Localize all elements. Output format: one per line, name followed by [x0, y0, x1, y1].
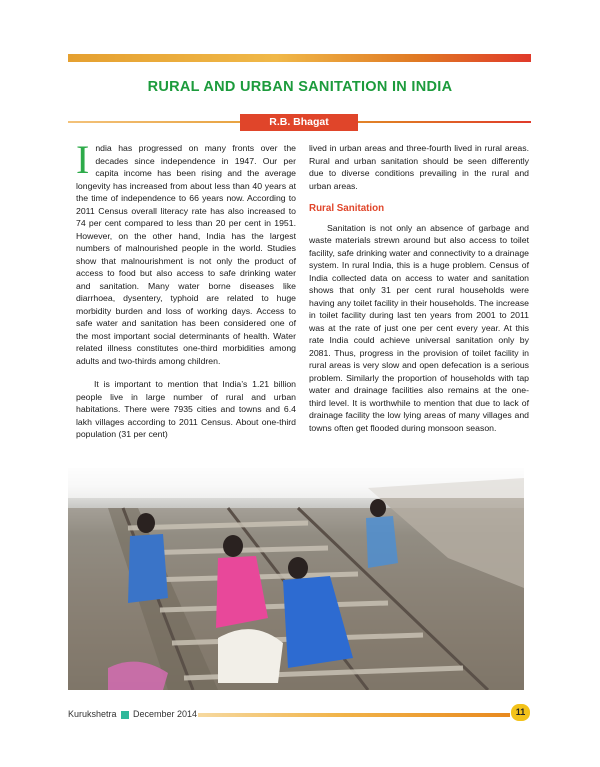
article-photo-railway-cleaning [68, 468, 524, 690]
subheading-rural-sanitation: Rural Sanitation [309, 203, 385, 214]
drop-cap: I [76, 137, 90, 182]
paragraph-urban-rural: lived in urban areas and three-fourth lived in rural areas. Rural and urban sanitation should be seen differently due to diverse conditions prevailing in the rural and urban areas. [309, 143, 529, 191]
footer-separator-square [121, 711, 129, 719]
photo-illustration [68, 468, 524, 690]
footer-color-bar [198, 713, 510, 717]
paragraph-rural-sanitation: Sanitation is not only an absence of garbage and waste materials strewn around but also access to toilet facility, safe drinking water and connectivity to a drainage system. In rural India, this is a huge problem. Census of India collected data on access to water and sanitation shows that only 31 per cent rural households were having any toilet facility in their households. The increase in toilet facility during last ten years from 2001 to 2011 was at the rate of just one per cent every year. At this rate India could achieve universal sanitation only by 2081. Thus, progress in the provision of toilet facility in rural areas is very slow and open defecation is a serious problem. Similarly the proportion of households with tap water and drainage facilities also remains at the one-third level. It is worthwhile to mention that due to lack of drainage facility the low lying areas of many villages and towns often get flooded during monsoon season. [309, 222, 529, 433]
paragraph-intro [76, 137, 296, 367]
page-number-badge: 11 [511, 704, 530, 721]
left-column [76, 137, 296, 441]
footer-magazine-name: Kurukshetra [68, 709, 117, 719]
paragraph-intro-text: ndia has progressed on many fronts over the decades since independence in 1947. Our per capita income has been rising and the average longevity has increased from about less than 40 years at the time of independence to 66 years now. According to 2011 Census overall literacy rate has also increased to 74 per cent compared to less than 20 per cent in 1951. However, on the other hand, India has the largest numbers of malnourished people in the world. Studies show that malnourishment is not only the product of access to food but also access to safe drinking water and sanitation. Many water borne diseases like diarrhoea, dysentery, typhoid are related to huge morbidity burden and loss of working days. Access to safe water and sanitation has been considered one of the most important social determinants of health. Water related illness constitutes one-third morbidities among adults and two-thirds among children. [76, 143, 296, 366]
article-title: RURAL AND URBAN SANITATION IN INDIA [147, 79, 453, 95]
footer-issue-date: December 2014 [133, 709, 198, 719]
author-byline: R.B. Bhagat [240, 114, 358, 131]
paragraph-habitations: It is important to mention that India’s 1.21 billion people live in large number of rural and urban habitations. There were 7935 cities and towns and 6.4 lakh villages according to 2011 Census. About one-third population (31 per cent) [76, 379, 296, 439]
right-column [309, 142, 529, 434]
header-color-bar [68, 54, 531, 62]
